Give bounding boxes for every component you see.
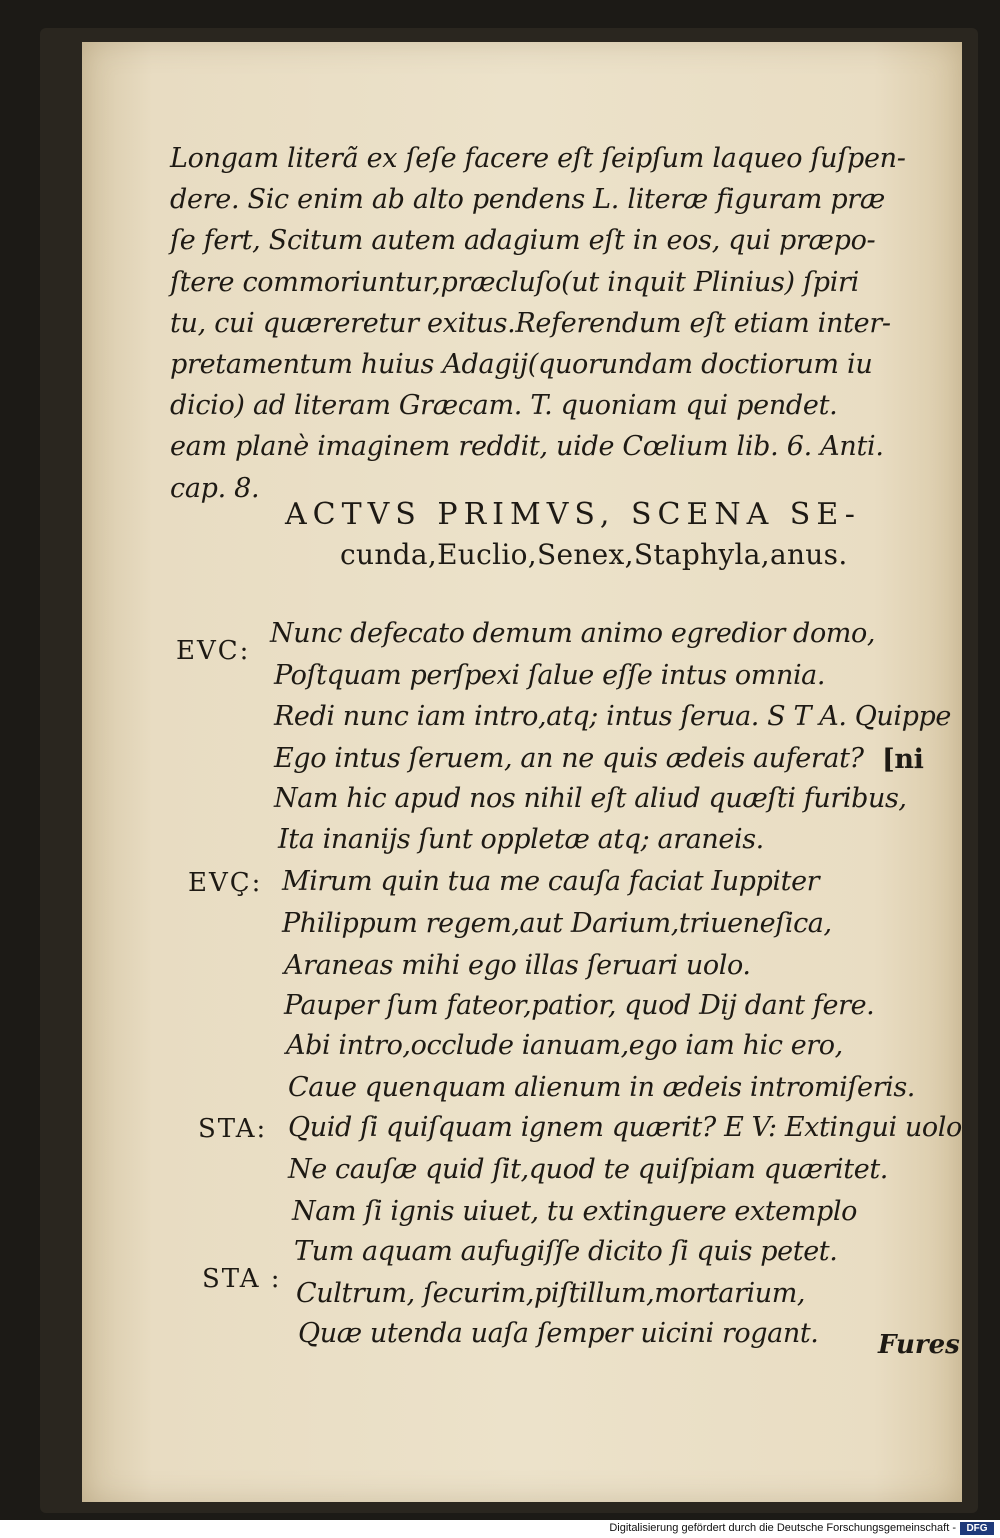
commentary-line: ſe fert, Scitum autem adagium eſt in eos, qui præpo- — [170, 225, 876, 257]
dfg-logo: DFG — [960, 1522, 994, 1535]
verse-line: Ne cauſæ quid ſit,quod te quiſpiam quæritet. — [288, 1154, 888, 1185]
verse-line: Cultrum, ſecurim,piſtillum,mortarium, — [296, 1278, 806, 1309]
verse-line: Pauper ſum fateor,patior, quod Dij dant fere. — [284, 990, 875, 1021]
verse-line: Quid ſi quiſquam ignem quærit? E V: Extingui uolo — [288, 1112, 962, 1143]
commentary-block — [170, 138, 940, 509]
verse-line: Philippum regem,aut Darium,triueneſica, — [282, 908, 832, 939]
verse-line: Redi nunc iam intro,atq; intus ſerua. S T A. Quippe — [274, 701, 951, 732]
commentary-line: ſtere commoriuntur,præcluſo(ut inquit Plinius) ſpiri — [170, 266, 859, 298]
verse-line: Nam ſi ignis uiuet, tu extinguere extemplo — [292, 1196, 857, 1227]
commentary-line: dicio) ad literam Græcam. T. quoniam qui pendet. — [170, 390, 838, 422]
commentary-line: dere. Sic enim ab alto pendens L. literæ figuram præ — [170, 184, 885, 216]
scene-heading-subtitle: cunda,Euclio,Senex,Staphyla,anus. — [340, 538, 848, 571]
commentary-line: Longam literã ex ſeſe facere eſt ſeipſum laqueo ſuſpen- — [170, 143, 906, 174]
speaker-label-euclio: EVC: — [176, 636, 251, 666]
marginal-note: [ni — [882, 744, 924, 775]
verse-line: Mirum quin tua me cauſa faciat Iuppiter — [282, 866, 820, 897]
verse-line: Araneas mihi ego illas ſeruari uolo. — [284, 950, 751, 981]
commentary-line: pretamentum huius Adagij(quorundam doctiorum iu — [170, 349, 873, 381]
verse-line: Ita inanijs ſunt oppletæ atq; araneis. — [278, 824, 764, 855]
verse-line: Nunc defecato demum animo egredior domo, — [270, 618, 876, 649]
verse-line: Caue quenquam alienum in ædeis intromiſeris. — [288, 1072, 915, 1103]
catchword: Fures — [878, 1330, 960, 1360]
footer-bar — [0, 1520, 1000, 1538]
verse-line: Tum aquam aufugiſſe dicito ſi quis petet. — [294, 1236, 838, 1267]
verse-line: Poſtquam perſpexi ſalue eſſe intus omnia. — [274, 660, 826, 691]
funding-notice: Digitalisierung gefördert durch die Deutsche Forschungsgemeinschaft - — [609, 1522, 956, 1534]
verse-line: Nam hic apud nos nihil eſt aliud quæſti furibus, — [274, 783, 907, 814]
commentary-line: eam planè imaginem reddit, uide Cœlium lib. 6. Anti. — [170, 431, 884, 463]
verse-line: Ego intus ſeruem, an ne quis ædeis auferat? — [274, 743, 864, 774]
speaker-label-staphyla: STA: — [198, 1114, 268, 1144]
verse-line: Abi intro,occlude ianuam,ego iam hic ero, — [286, 1030, 843, 1061]
speaker-label-euclio: EVÇ: — [188, 868, 263, 898]
speaker-label-staphyla: STA : — [202, 1264, 282, 1294]
commentary-line: cap. 8. — [170, 472, 260, 504]
commentary-line: tu, cui quæreretur exitus.Referendum eſt etiam inter- — [170, 307, 891, 339]
verse-line: Quæ utenda uaſa ſemper uicini rogant. — [298, 1318, 819, 1349]
scene-heading: ACTVS PRIMVS, SCENA SE- — [285, 497, 861, 532]
